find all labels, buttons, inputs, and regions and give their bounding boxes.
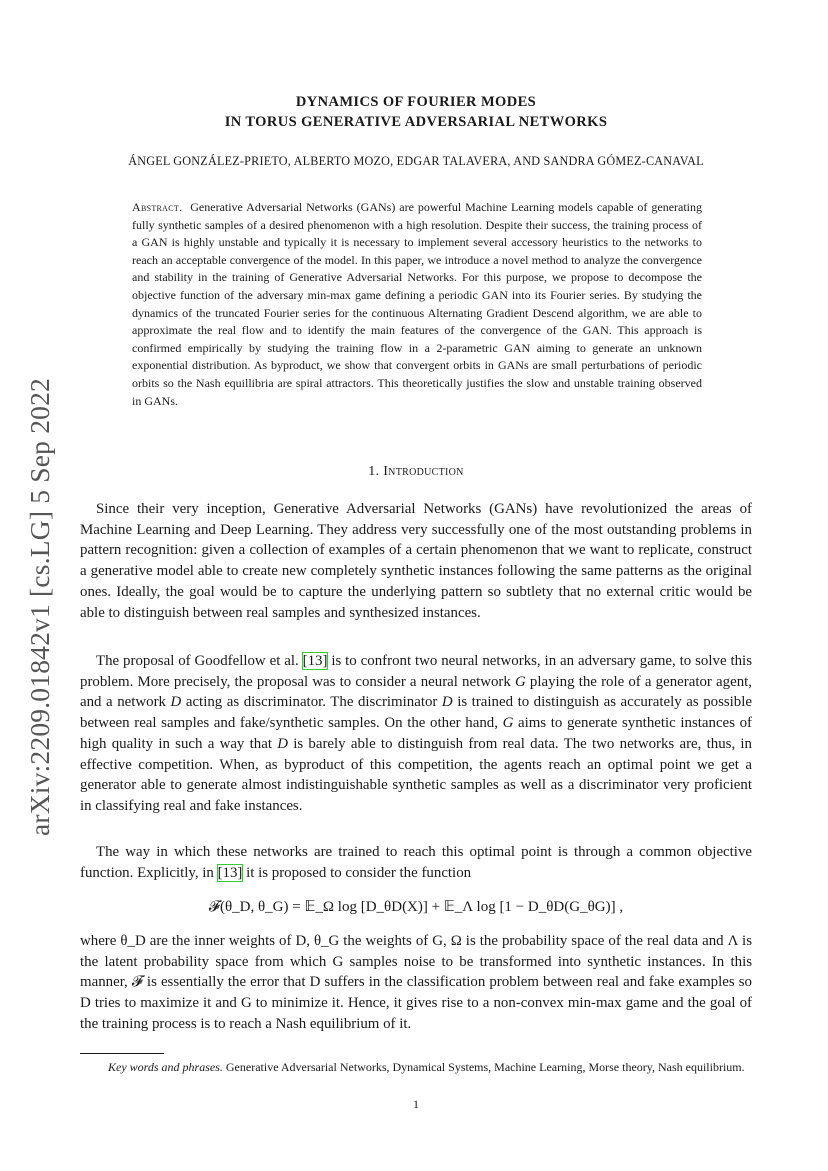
paragraph-3-text: it is proposed to consider the function [242,864,472,881]
paragraph-2 [80,651,752,817]
paper-title-line-2: IN TORUS GENERATIVE ADVERSARIAL NETWORKS [224,114,608,130]
paragraph-4: where θ_D are the inner weights of D, θ_G the weights of G, Ω is the probability space of the real data and Λ is the latent probability space from which G samples noise to be transformed into synthetic instances. In this manner, 𝓕 is essentially the error that D suffers in the classification problem between real and fake examples so D tries to maximize it and G to minimize it. Hence, it gives rise to a non-convex min-max game and the goal of the training process is to reach a Nash equilibrium of it. [80,933,752,1032]
paragraph-2-text: acting as discriminator. The discriminator [181,694,442,711]
footnote-divider [80,1053,164,1054]
citation-link[interactable]: [13] [217,864,243,881]
keywords-label: Key words and phrases. [108,1060,223,1074]
paragraph-1: Since their very inception, Generative Adversarial Networks (GANs) have revolutionized the areas of Machine Learning and Deep Learning. They address very successfully one of the most outstanding problems in pattern recognition: given a collection of examples of a certain phenomenon that we want to replicate, construct a generative model able to create new completely synthetic instances following the same patterns as the original ones. Ideally, the goal would be to capture the underlying pattern so subtlety that no external critic would be able to distinguish between real samples and synthesized instances. [80,501,752,621]
paragraph-2-text: The proposal of Goodfellow et al. [96,653,303,669]
arxiv-identifier: arXiv:2209.01842v1 [cs.LG] 5 Sep 2022 [24,377,56,837]
section-number: 1. [368,464,380,479]
variable-g: G [502,715,514,732]
paragraph-2-text: playing the role of a generator agent, and a network [80,673,753,711]
abstract-text: Generative Adversarial Networks (GANs) are powerful Machine Learning models capable of generating fully synthetic samples of a desired phenomenon with a high resolution. Despite their success, the training process of a GAN is highly unstable and typically it is necessary to implement several accessory heuristics to the networks to reach an acceptable convergence of the model. In this paper, we introduce a novel method to analyze the convergence and stability in the training of Generative Adversarial Networks. For this purpose, we propose to decompose the objective function of the adversary min-max game defining a periodic GAN into its Fourier series. By studying the dynamics of the truncated Fourier series for the continuous Alternating Gradient Descend algorithm, we are able to approximate the real flow and to identify the main features of the convergence of the GAN. This approach is confirmed empirically by studying the training flow in a 2-parametric GAN aiming to generate an unknown exponential distribution. As byproduct, we show that convergent orbits in GANs are small perturbations of periodic orbits so the Nash equillibria are spiral attractors. This theoretically justifies the slow and unstable training observed in GANs. [132,200,703,408]
paragraph-2-text: is to confront two neural networks, in an adversary game, to solve this problem. More precisely, the proposal was to consider a neural network [80,653,752,690]
abstract-heading: Abstract. [132,200,183,214]
arxiv-identifier-stamp [14,372,66,842]
footnote-keywords [80,1059,752,1076]
paper-title [80,92,752,132]
section-title: Introduction [383,464,464,479]
objective-function-equation: 𝓕(θ_D, θ_G) = 𝔼_Ω log [D_θD(X)] + 𝔼_Λ log [1 − D_θD(G_θG)] , [208,899,624,915]
paragraph-2-text: is trained to distinguish as accurately as possible between real samples and fake/synthetic samples. On the other hand, [80,694,752,732]
abstract [132,199,702,410]
paragraph-2-text: aims to generate synthetic instances of high quality in such a way that [80,715,752,752]
paragraph-2-text: is barely able to distinguish from real data. The two networks are, thus, in effective competition. When, as byproduct of this competition, the agents reach an optimal point we get a generator able to generate almost indistinguishable synthetic samples as well as a discriminator very proficient in classifying real and fake instances. [80,735,752,814]
paper-title-line-1: DYNAMICS OF FOURIER MODES [295,94,537,110]
variable-d: D [277,735,288,752]
citation-link[interactable]: [13] [302,653,328,669]
page-number: 1 [413,1097,419,1111]
section-heading [80,464,752,480]
author-list: ÁNGEL GONZÁLEZ-PRIETO, ALBERTO MOZO, EDGAR TALAVERA, AND SANDRA GÓMEZ-CANAVAL [128,154,704,168]
variable-d: D [441,694,453,711]
keywords-text: Generative Adversarial Networks, Dynamical Systems, Machine Learning, Morse theory, Nash equilibrium. [225,1060,745,1074]
variable-d: D [170,694,182,711]
variable-g: G [515,673,526,690]
paragraph-3 [80,842,752,883]
paragraph-3-text: The way in which these networks are trained to reach this optimal point is through a common objective function. Explicitly, in [80,844,752,881]
